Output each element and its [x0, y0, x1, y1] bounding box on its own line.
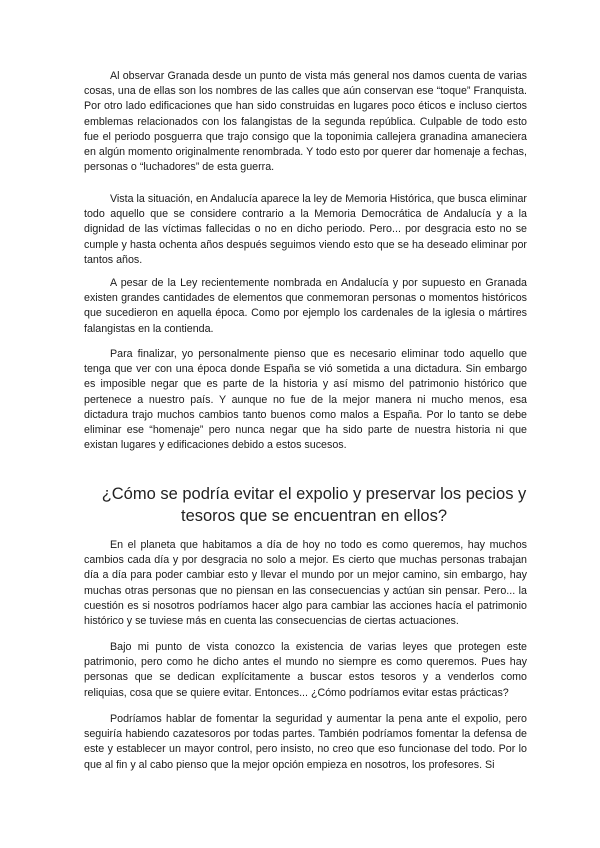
paragraph-conclusion: Para finalizar, yo personalmente pienso que es necesario eliminar todo aquello que tenga que ver con una época donde España se vió sometida a una dictadura. Sin embargo es imposible negar que es parte de la historia y así mismo del patrimonio histórico que pertenece a nuestro país. Y aunque no fue de la mejor manera ni mucho menos, esa dictadura trajo muchos cambios tanto buenos como malos a España. Por lo tanto se debe eliminar ese “homenaje” pero nunca negar que ha sido parte de nuestra historia ni que existan lugares y edificaciones debido a estos sucesos.: [84, 348, 527, 452]
paragraph-world-changes: En el planeta que habitamos a día de hoy no todo es como queremos, hay muchos cambios cada día y por desgracia no solo a mejor. Es cierto que muchas personas trabajan día a día para poder cambiar esto y llevar el mundo por un mejor camino, sin embargo, hay muchas otras personas que no piensan en las consecuencias y actúan sin pensar. Pero... la cuestión es si nosotros podríamos hacer algo para cambiar las acciones hacía el patrimonio histórico y se tuviese más en cuenta las consecuencias de ciertas actuaciones.: [84, 539, 527, 628]
section-heading: ¿Cómo se podría evitar el expolio y preservar los pecios y tesoros que se encuentran en ellos?: [101, 485, 527, 525]
paragraph-remaining-elements: A pesar de la Ley recientemente nombrada en Andalucía y por supuesto en Granada existen grandes cantidades de elementos que conmemoran personas o momentos históricos que sucedieron en aquella época. Como por ejemplo los cardenales de la iglesia o mártires falangistas en la contienda.: [84, 277, 527, 335]
paragraph-street-names: Al observar Granada desde un punto de vista más general nos damos cuenta de varias cosas, una de ellas son los nombres de las calles que aún conservan ese “toque” Franquista. Por otro lado edificaciones que han sido construidas en lugares poco éticos e incluso ciertos emblemas relacionados con los falangistas de la segunda república. Culpable de todo esto fue el periodo posguerra que trajo consigo que la toponimia callejera granadina amaneciera en algún momento originalmente renombrada. Y todo esto por querer dar homenaje a fechas, personas o “luchadores” de esta guerra.: [84, 70, 527, 174]
paragraph-memory-law: Vista la situación, en Andalucía aparece la ley de Memoria Histórica, que busca eliminar todo aquello que se considere contrario a la Memoria Democrática de Andalucía y a la dignidad de las víctimas fallecidas o no en dicho periodo. Pero... por desgracia esto no se cumple y hasta ochenta años después seguimos viendo esto que se ha deseado eliminar por tantos años.: [84, 193, 527, 266]
paragraph-security-proposal: Podríamos hablar de fomentar la seguridad y aumentar la pena ante el expolio, pero seguiría habiendo cazatesoros por todas partes. También podríamos fomentar la defensa de este y establecer un mayor control, pero insisto, no creo que eso funcionase del todo. Por lo que al fin y al cabo pienso que la mejor opción empieza en nosotros, los profesores. Si: [84, 713, 527, 771]
paragraph-protection-laws: Bajo mi punto de vista conozco la existencia de varias leyes que protegen este patrimonio, pero como he dicho antes el mundo no siempre es como queremos. Pues hay personas que se dedican explícitamente a buscar estos tesoros y a venderlos como reliquias, cosa que se quiere evitar. Entonces... ¿Cómo podríamos evitar estas prácticas?: [84, 641, 527, 699]
